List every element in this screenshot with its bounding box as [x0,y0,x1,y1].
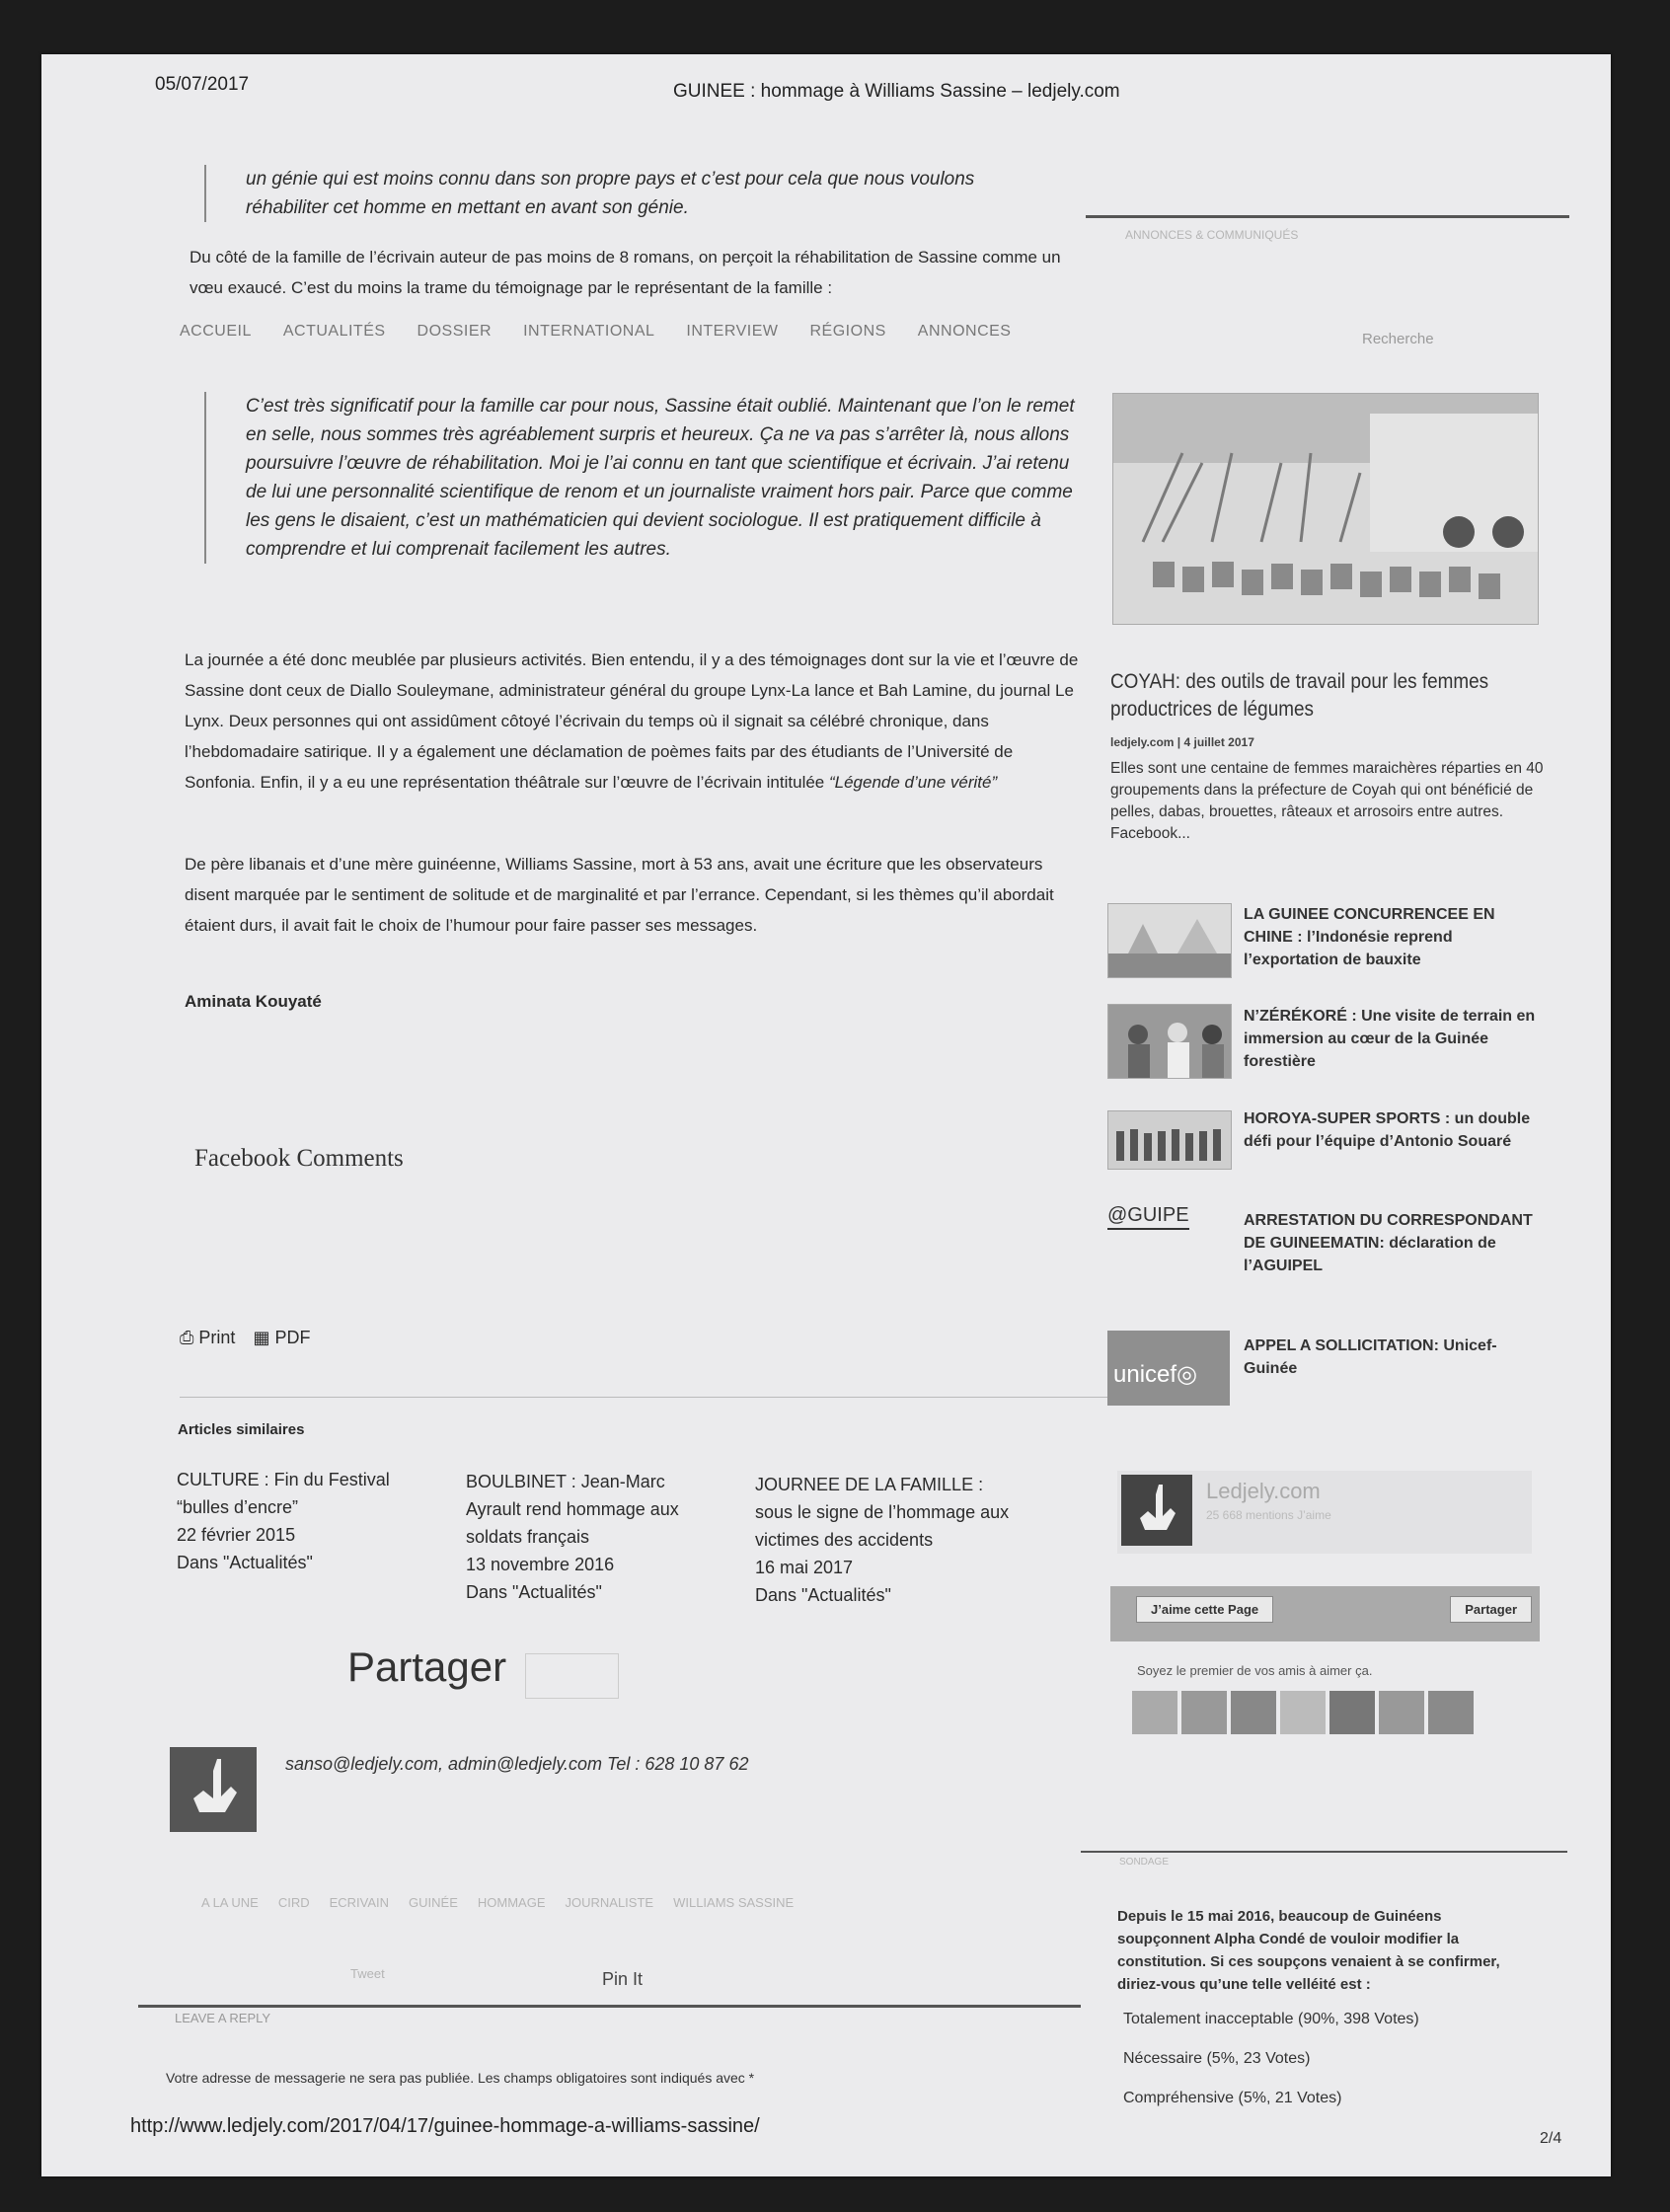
leave-reply-heading: LEAVE A REPLY [175,2011,271,2025]
poll-rule [1081,1851,1567,1853]
hand-logo-icon [1121,1475,1192,1546]
fb-friends-avatars [1132,1691,1474,1734]
printed-page [41,54,1611,2176]
poll-option-3[interactable]: Compréhensive (5%, 21 Votes) [1123,2090,1342,2106]
poll-option-2[interactable]: Nécessaire (5%, 23 Votes) [1123,2050,1311,2067]
featured-image[interactable] [1112,393,1539,625]
related-heading: Articles similaires [178,1421,305,1438]
tag-journaliste[interactable]: JOURNALISTE [565,1895,654,1910]
pdf-label: PDF [274,1328,311,1347]
fb-action-bar [1110,1586,1540,1641]
news-title-4[interactable]: ARRESTATION DU CORRESPONDANT DE GUINEEMATIN: déclaration de l’AGUIPEL [1244,1212,1533,1274]
football-thumbnail-icon [1108,1111,1232,1170]
article-quote-1: un génie qui est moins connu dans son propre pays et c’est pour cela que nous voulons réhabiliter cet homme en mettant en avant son génie. [204,165,1053,222]
hand-logo-icon [170,1747,257,1832]
news-thumb-4[interactable] [1107,1204,1232,1254]
printer-icon: ⎙ [180,1328,194,1347]
tag-cird[interactable]: CIRD [277,1895,310,1910]
article-quote-2: C’est très significatif pour la famille car pour nous, Sassine était oublié. Maintenant que l’on le remet en selle, nous sommes très agréablement surpris et heureux. Ça ne va pas s’arrêter là, nous allons poursuivre l’œuvre de réhabilitation. Moi je l’ai connu en tant que scientifique et écrivain. J’ai retenu de lui une personnalité scientifique de renom et un journaliste vraiment hors pair. Parce que comme les gens le disaient, c’est un mathématicien qui devient sociologue. Il est pratiquement difficile à comprendre et lui comprenait facilement les autres. [204,392,1088,564]
nav-item-accueil[interactable]: ACCUEIL [180,323,252,340]
news-title-3[interactable]: HOROYA-SUPER SPORTS : un double défi pour l’équipe d’Antonio Souaré [1244,1110,1531,1150]
news-thumb-5[interactable] [1107,1331,1230,1406]
article-paragraph-1: Du côté de la famille de l’écrivain auteur de pas moins de 8 romans, on perçoit la réhabilitation de Sassine comme un vœu exaucé. C’est du moins la trame du témoignage par le représentant de la famille : [190,248,1061,297]
friend-avatar[interactable] [1428,1691,1474,1734]
fb-page-avatar [1121,1475,1192,1546]
forest-visit-thumbnail-icon [1108,1005,1232,1079]
article-paragraph-3: De père libanais et d’une mère guinéenne, Williams Sassine, mort à 53 ans, avait une écriture que les observateurs disent marquée par le sentiment de solitude et de marginalité et par l’errance. Cependant, si les thèmes qu’il abordait étaient durs, il avait fait le choix de l’humour pour faire passer ses messages. [185,855,1054,935]
print-tools [180,1328,310,1348]
paragraph-2-text: La journée a été donc meublée par plusieurs activités. Bien entendu, il y a des témoignages dont sur la vie et l’œuvre de Sassine dont ceux de Diallo Souleymane, administrateur général du groupe Lynx-La lance et Bah Lamine, du journal Le Lynx. Deux personnes qui ont assidûment côtoyé l’écrivain du temps où il signait sa célébré chronique, dans l’hebdomadaire satirique. Il y a également une déclamation de poèmes faits par des étudiants de l’Université de Sonfonia. Enfin, il y a eu une représentation théâtrale sur l’œuvre de l’écrivain intitulée [185,650,1079,792]
poll-option-1[interactable]: Totalement inacceptable (90%, 398 Votes) [1123,2011,1419,2027]
related-article-3-date: 16 mai 2017 [755,1558,854,1577]
related-article-1-category: Dans "Actualités" [177,1553,313,1572]
nav-item-actualites[interactable]: ACTUALITÉS [282,323,386,340]
related-article-1-date: 22 février 2015 [177,1525,296,1545]
friend-avatar[interactable] [1329,1691,1375,1734]
friend-avatar[interactable] [1231,1691,1276,1734]
tag-williams-sassine[interactable]: WILLIAMS SASSINE [673,1895,795,1910]
fb-like-button[interactable]: J’aime cette Page [1136,1596,1273,1623]
related-article-3[interactable] [755,1471,1017,1609]
fb-page-members: 25 668 mentions J’aime [1206,1508,1331,1522]
pdf-icon: ▦ [253,1328,270,1347]
friend-avatar[interactable] [1181,1691,1227,1734]
article-author: Aminata Kouyaté [185,992,322,1011]
friend-avatar[interactable] [1379,1691,1424,1734]
pin-it-button[interactable]: Pin It [602,1969,644,1989]
fb-share-button[interactable]: Partager [1450,1596,1532,1623]
reply-note: Votre adresse de messagerie ne sera pas publiée. Les champs obligatoires sont indiqués avec * [166,2070,755,2086]
featured-title[interactable]: COYAH: des outils de travail pour les femmes productrices de légumes [1110,670,1489,721]
share-box[interactable] [525,1653,619,1699]
print-title: GUINEE : hommage à Williams Sassine – ledjely.com [673,81,1120,102]
tag-ecrivain[interactable]: ECRIVAIN [329,1895,390,1910]
fb-page-name[interactable]: Ledjely.com [1206,1479,1321,1503]
related-article-3-category: Dans "Actualités" [755,1585,891,1605]
unicef-thumbnail-text: unicef [1113,1361,1177,1388]
facebook-comments-heading: Facebook Comments [194,1145,404,1172]
tag-guinee[interactable]: GUINÉE [409,1895,458,1910]
nav-item-interview[interactable]: INTERVIEW [686,323,779,340]
tag-list [201,1895,794,1910]
nav-item-dossier[interactable]: DOSSIER [417,323,493,340]
pdf-link[interactable] [253,1328,310,1348]
annonces-heading: ANNONCES & COMMUNIQUÉS [1125,228,1299,242]
nav-item-annonces[interactable]: ANNONCES [917,323,1012,340]
search-field[interactable]: Recherche [1362,331,1434,347]
news-thumb-2[interactable] [1107,1004,1232,1079]
fb-page-box [1117,1471,1532,1554]
news-title-2[interactable]: N’ZÉRÉKORÉ : Une visite de terrain en immersion au cœur de la Guinée forestière [1244,1008,1536,1070]
fb-friends-text: Soyez le premier de vos amis à aimer ça. [1137,1663,1373,1678]
sidebar-top-rule [1086,215,1569,218]
reply-rule [138,2005,1081,2008]
featured-meta: ledjely.com | 4 juillet 2017 [1110,735,1254,749]
news-title-1[interactable]: LA GUINEE CONCURRENCEE EN CHINE : l’Indonésie reprend l’exportation de bauxite [1244,906,1495,968]
news-thumb-1[interactable] [1107,903,1232,978]
aguipel-thumbnail-text: @GUIPE [1107,1204,1189,1230]
nav-item-regions[interactable]: RÉGIONS [809,323,886,340]
related-article-2-category: Dans "Actualités" [466,1582,602,1602]
print-label: Print [198,1328,236,1347]
author-contact: sanso@ledjely.com, admin@ledjely.com Tel : 628 10 87 62 [285,1754,749,1774]
footer-url: http://www.ledjely.com/2017/04/17/guinee-hommage-a-williams-sassine/ [130,2115,760,2137]
tag-hommage[interactable]: HOMMAGE [477,1895,546,1910]
related-article-2-title[interactable]: BOULBINET : Jean-Marc Ayrault rend hommage aux soldats français [466,1472,679,1547]
print-link[interactable] [180,1328,235,1348]
related-article-1[interactable] [177,1466,423,1576]
featured-excerpt: Elles sont une centaine de femmes maraichères réparties en 40 groupements dans la préfecture de Coyah qui ont bénéficié de pelles, dabas, brouettes, râteaux et arrosoirs entre autres. Facebook... [1110,760,1544,842]
divider [180,1397,1107,1398]
globe-icon: ◎ [1177,1361,1197,1388]
main-nav [180,323,1011,341]
nav-item-international[interactable]: INTERNATIONAL [523,323,655,340]
related-article-2-date: 13 novembre 2016 [466,1555,615,1574]
sondage-label: SONDAGE [1119,1857,1170,1868]
news-thumb-3[interactable] [1107,1110,1232,1170]
tweet-button[interactable]: Tweet [350,1966,385,1981]
news-title-5[interactable]: APPEL A SOLLICITATION: Unicef-Guinée [1244,1337,1497,1377]
friend-avatar[interactable] [1132,1691,1177,1734]
author-avatar [170,1747,257,1832]
tag-a-la-une[interactable]: A LA UNE [201,1895,259,1910]
share-heading: Partager [347,1643,507,1690]
related-article-1-title[interactable]: CULTURE : Fin du Festival “bulles d’encre” [177,1470,390,1517]
tools-photo-icon [1113,394,1539,625]
print-date: 05/07/2017 [155,74,250,95]
poll-question: Depuis le 15 mai 2016, beaucoup de Guinéens soupçonnent Alpha Condé de vouloir modifier la constitution. Si ces soupçons venaient à se confirmer, diriez-vous qu’une telle velléité est : [1117,1908,1500,1993]
related-article-3-title[interactable]: JOURNEE DE LA FAMILLE : sous le signe de l’hommage aux victimes des accidents [755,1475,1010,1550]
related-article-2[interactable] [466,1468,718,1606]
play-title: “Légende d’une vérité” [828,773,998,792]
article-paragraph-2 [185,645,1088,798]
friend-avatar[interactable] [1280,1691,1326,1734]
page-number: 2/4 [1540,2130,1562,2147]
bauxite-thumbnail-icon [1108,904,1232,978]
